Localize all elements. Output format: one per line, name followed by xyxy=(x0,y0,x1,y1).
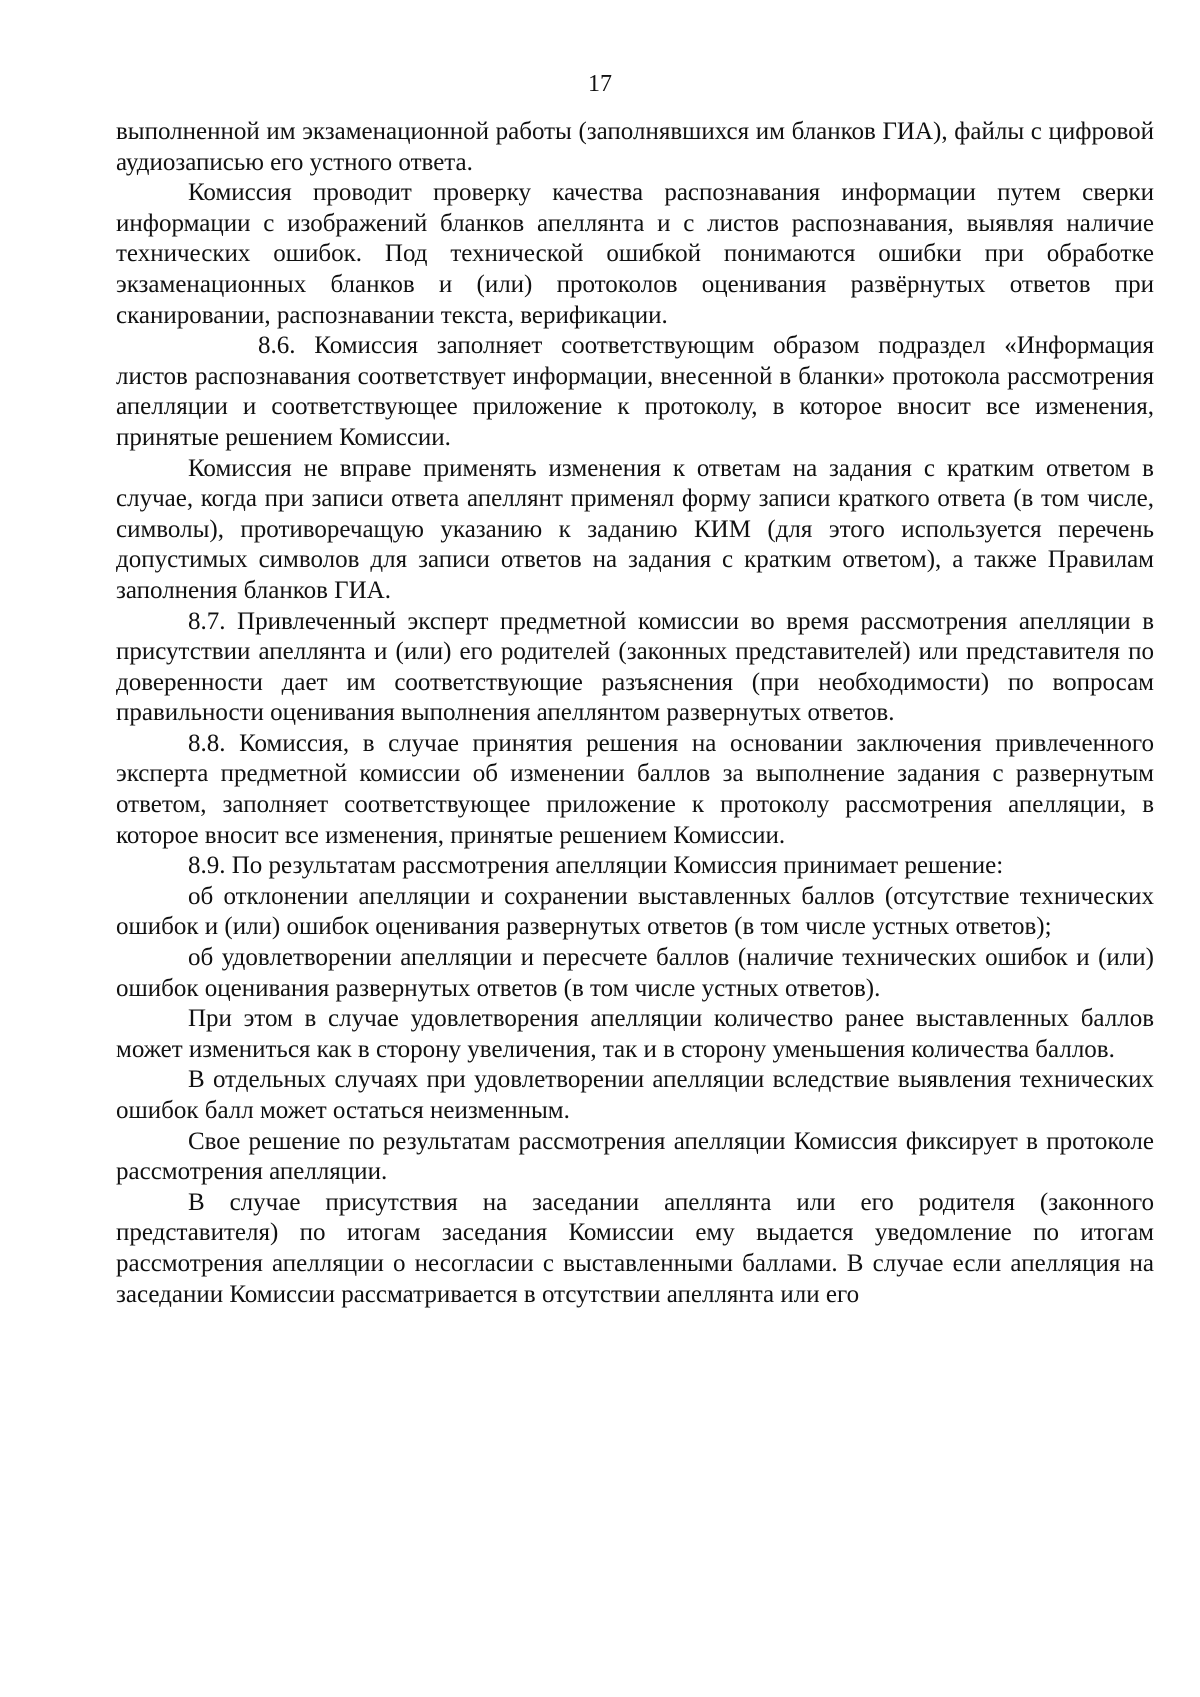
paragraph-recognition-check: Комиссия проводит проверку качества распознавания информации путем сверки информации с изображений бланков апеллянта и с листов распознавания, выявляя наличие технических ошибок. Под технической ошибкой понимаются ошибки при обработке экзаменационных бланков и (или) протоколов оценивания развёрнутых ответов при сканировании, распознавании текста, верификации. xyxy=(116,179,1154,329)
paragraph-8-9: 8.9. По результатам рассмотрения апелляции Комиссия принимает решение: xyxy=(188,852,1004,880)
document-body xyxy=(116,117,1154,1310)
paragraph-continuation: выполненной им экзаменационной работы (заполнявшихся им бланков ГИА), файлы с цифровой аудиозаписью его устного ответа. xyxy=(116,118,1154,176)
paragraph-8-7: 8.7. Привлеченный эксперт предметной комиссии во время рассмотрения апелляции в присутствии апеллянта и (или) его родителей (законных представителей) или представителя по доверенности дает им соответствующие разъяснения (при необходимости) по вопросам правильности оценивания выполнения апеллянтом развернутых ответов. xyxy=(116,607,1154,727)
page-number: 17 xyxy=(588,71,612,97)
paragraph-score-change: При этом в случае удовлетворения апелляции количество ранее выставленных баллов может измениться как в сторону увеличения, так и в сторону уменьшения количества баллов. xyxy=(116,1005,1154,1063)
paragraph-8-8: 8.8. Комиссия, в случае принятия решения на основании заключения привлеченного эксперта предметной комиссии об изменении баллов за выполнение задания с развернутым ответом, заполняет соответствующее приложение к протоколу рассмотрения апелляции, в которое вносит все изменения, принятые решением Комиссии. xyxy=(116,729,1154,849)
paragraph-notification: В случае присутствия на заседании апеллянта или его родителя (законного представителя) по итогам заседания Комиссии ему выдается уведомление по итогам рассмотрения апелляции о несогласии с выставленными баллами. В случае если апелляция на заседании Комиссии рассматривается в отсутствии апеллянта или его xyxy=(116,1188,1154,1308)
paragraph-short-answer-rule: Комиссия не вправе применять изменения к ответам на задания с кратким ответом в случае, когда при записи ответа апеллянт применял форму записи краткого ответа (в том числе, символы), противоречащую указанию к заданию КИМ (для этого используется перечень допустимых символов для записи ответов на задания с кратким ответом), а также Правилам заполнения бланков ГИА. xyxy=(116,454,1154,604)
paragraph-decision-reject: об отклонении апелляции и сохранении выставленных баллов (отсутствие технических ошибок и (или) ошибок оценивания развернутых ответов (в том числе устных ответов); xyxy=(116,882,1154,941)
paragraph-score-unchanged: В отдельных случаях при удовлетворении апелляции вследствие выявления технических ошибок балл может остаться неизменным. xyxy=(116,1066,1154,1124)
paragraph-decision-accept: об удовлетворении апелляции и пересчете баллов (наличие технических ошибок и (или) ошибок оценивания развернутых ответов (в том числе устных ответов). xyxy=(116,944,1154,1002)
paragraph-decision-record: Свое решение по результатам рассмотрения апелляции Комиссия фиксирует в протоколе рассмотрения апелляции. xyxy=(116,1127,1154,1186)
paragraph-8-6: 8.6. Комиссия заполняет соответствующим образом подраздел «Информация листов распознавания соответствует информации, внесенной в бланки» протокола рассмотрения апелляции и соответствующее приложение к протоколу, в которое вносит все изменения, принятые решением Комиссии. xyxy=(116,332,1154,451)
